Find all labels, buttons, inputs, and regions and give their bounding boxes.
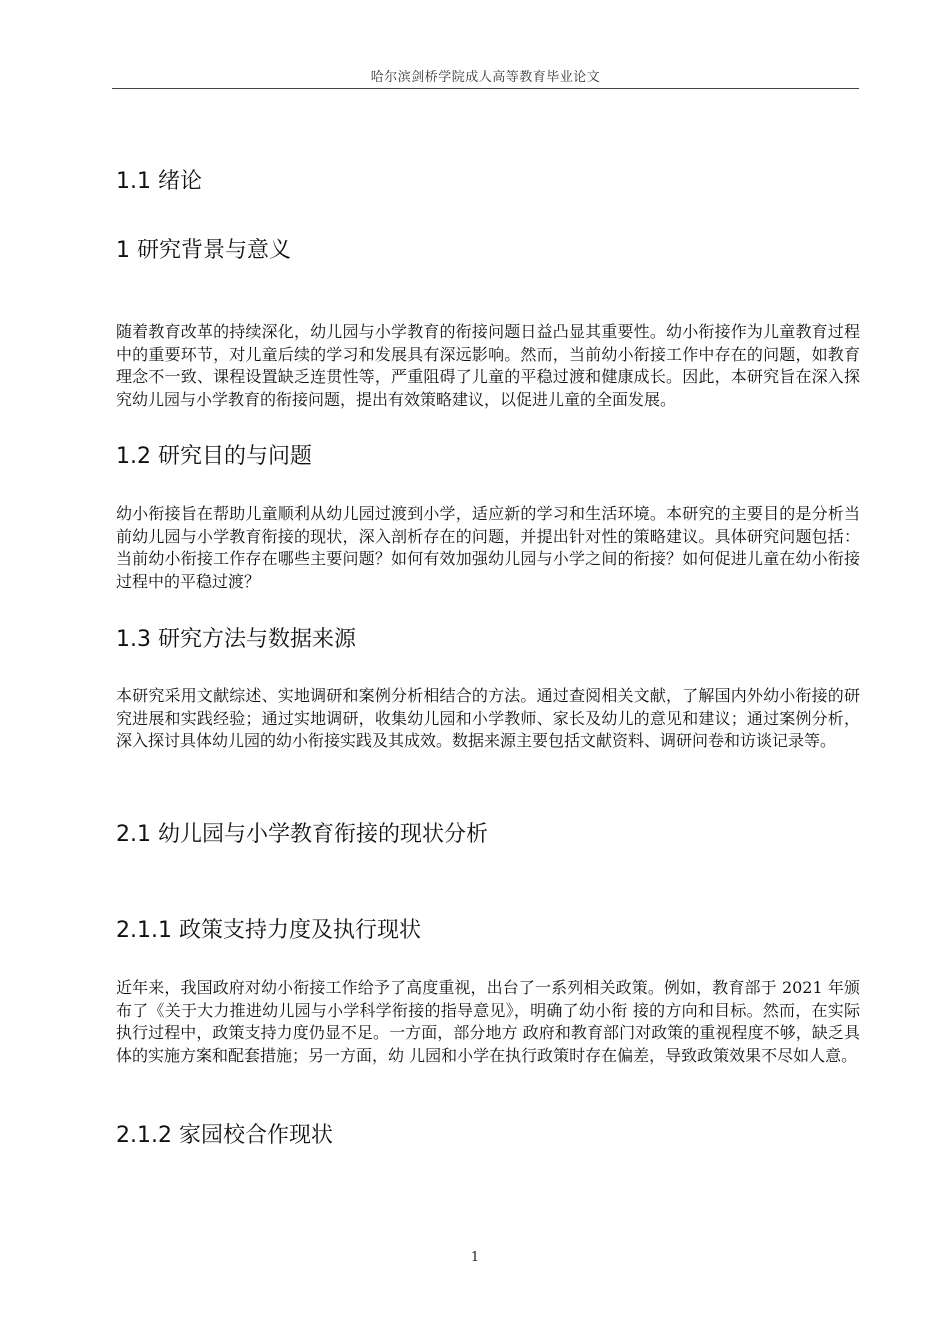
heading-2-1-1: 2.1.1 政策支持力度及执行现状	[116, 918, 421, 943]
running-header: 哈尔滨剑桥学院成人高等教育毕业论文	[370, 70, 601, 85]
heading-2-1-2: 2.1.2 家园校合作现状	[116, 1123, 333, 1148]
paragraph-background: 随着教育改革的持续深化，幼儿园与小学教育的衔接问题日益凸显其重要性。幼小衔接作为儿童教育过程中的重要环节，对儿童后续的学习和发展具有深远影响。然而，当前幼小衔接工作中存在的问题，如教育理念不一致、课程设置缺乏连贯性等，严重阻碍了儿童的平稳过渡和健康成长。因此，本研究旨在深入探究幼儿园与小学教育的衔接问题，提出有效策略建议，以促进儿童的全面发展。	[116, 322, 860, 409]
heading-1-3: 1.3 研究方法与数据来源	[116, 627, 356, 652]
paragraph-methods: 本研究采用文献综述、实地调研和案例分析相结合的方法。通过查阅相关文献，了解国内外幼小衔接的研究进展和实践经验；通过实地调研，收集幼儿园和小学教师、家长及幼儿的意见和建议；通过案例分析，深入探讨具体幼儿园的幼小衔接实践及其成效。数据来源主要包括文献资料、调研问卷和访谈记录等。	[116, 686, 860, 750]
page-number: 1	[470, 1250, 480, 1265]
paragraph-policy: 近年来，我国政府对幼小衔接工作给予了高度重视，出台了一系列相关政策。例如，教育部于 2021 年颁布了《关于大力推进幼儿园与小学科学衔接的指导意见》，明确了幼小衔 接的方向和目标。然而，在实际执行过程中，政策支持力度仍显不足。一方面，部分地方 政府和教育部门对政策的重视程度不够，缺乏具体的实施方案和配套措施；另一方面，幼 儿园和小学在执行政策时存在偏差，导致政策效果不尽如人意。	[116, 978, 860, 1065]
heading-1-2: 1.2 研究目的与问题	[116, 444, 312, 469]
paragraph-objectives: 幼小衔接旨在帮助儿童顺利从幼儿园过渡到小学，适应新的学习和生活环境。本研究的主要目的是分析当前幼儿园与小学教育衔接的现状，深入剖析存在的问题，并提出针对性的策略建议。具体研究问题包括：当前幼小衔接工作存在哪些主要问题？如何有效加强幼儿园与小学之间的衔接？如何促进儿童在幼小衔接过程中的平稳过渡？	[116, 504, 860, 591]
heading-2-1: 2.1 幼儿园与小学教育衔接的现状分析	[116, 822, 488, 847]
heading-1-1: 1.1 绪论	[116, 169, 202, 194]
header-rule	[112, 88, 859, 89]
heading-1: 1 研究背景与意义	[116, 238, 291, 263]
